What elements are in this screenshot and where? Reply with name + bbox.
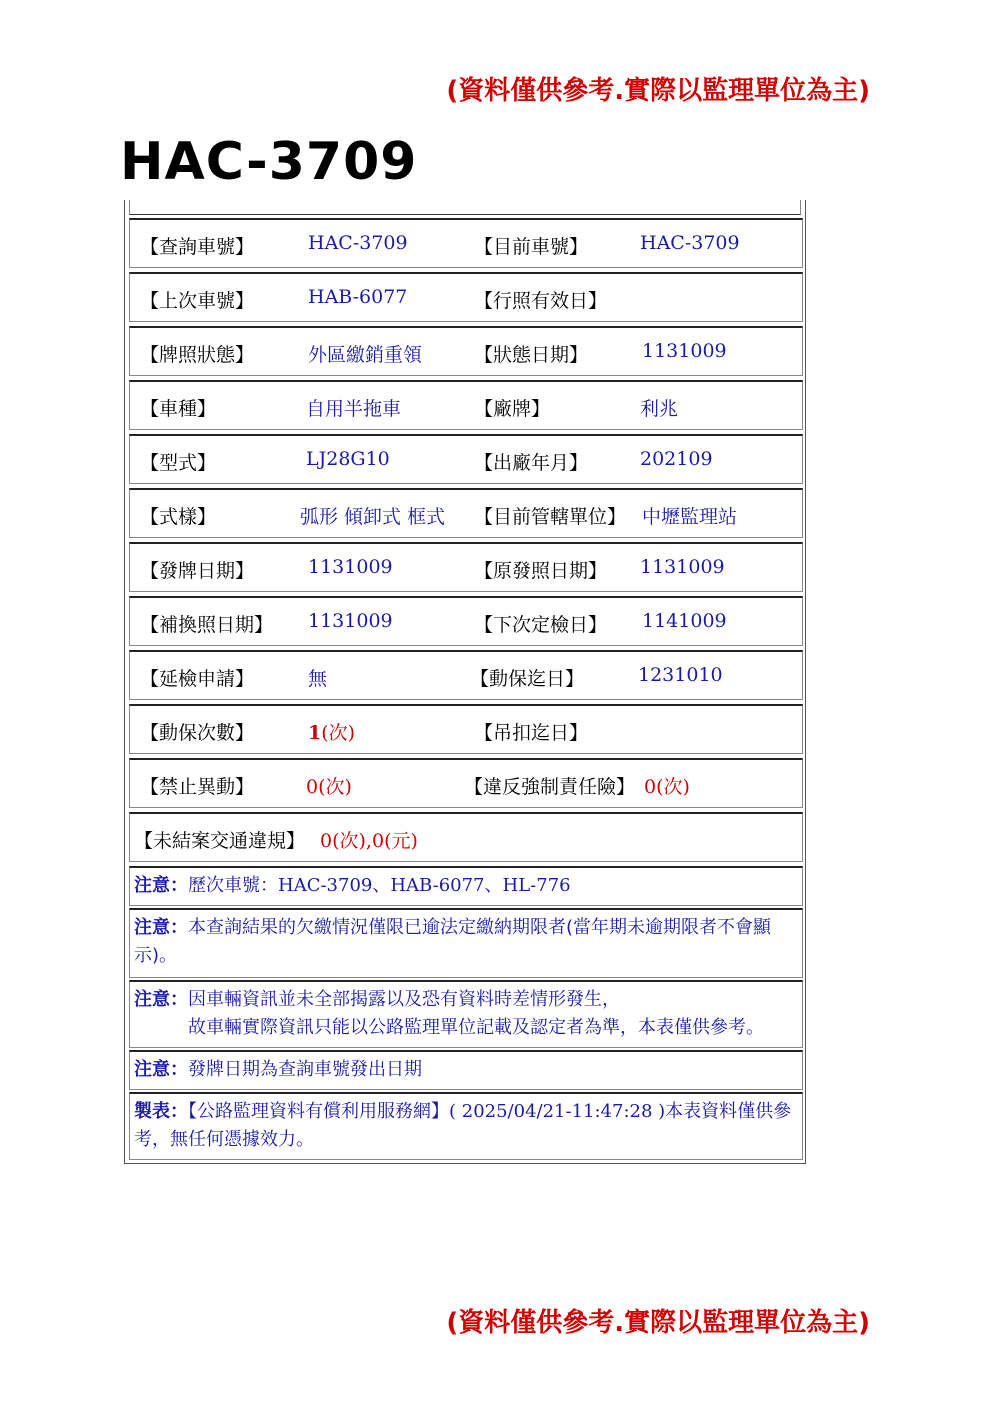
- note-maker-timestamp: ( 2025/04/21-11:47:28 ): [449, 1101, 666, 1122]
- traffic-violations-value: [320, 826, 418, 853]
- status-date-label: 【狀態日期】: [474, 344, 589, 366]
- model-value: LJ28G10: [306, 448, 390, 470]
- insurance-until-value: 1231010: [638, 664, 723, 686]
- vehicle-type-value: 自用半拖車: [306, 398, 402, 420]
- brand-label: 【廠牌】: [474, 398, 551, 420]
- row-insurance-count: [129, 704, 803, 754]
- status-date-value: 1131009: [642, 340, 727, 362]
- note-maker-source: 【公路監理資料有償利用服務網】: [188, 1101, 449, 1122]
- disclaimer-bottom: (資料僅供參考.實際以監理單位為主): [446, 1308, 870, 1338]
- insurance-count-unit: (次): [321, 722, 356, 744]
- note-arrears: [129, 908, 803, 978]
- note-issue-date: [129, 1050, 803, 1090]
- brand-value: 利兆: [640, 398, 679, 420]
- issue-date-label: 【發牌日期】: [140, 560, 255, 582]
- previous-plate-label: 【上次車號】: [140, 290, 255, 312]
- plate-title: HAC-3709: [120, 132, 418, 192]
- violations-amount: 0: [371, 830, 385, 852]
- style-value: 弧形 傾卸式 框式: [300, 506, 446, 528]
- manufacture-date-value: 202109: [640, 448, 713, 470]
- note-disclosure-line1: 因車輛資訊並未全部揭露以及恐有資料時差情形發生，: [188, 989, 620, 1010]
- violations-separator: ,: [365, 830, 372, 852]
- current-plate-label: 【目前車號】: [474, 236, 589, 258]
- violations-count: 0: [320, 830, 333, 852]
- style-label: 【式樣】: [140, 506, 217, 528]
- next-inspection-label: 【下次定檢日】: [474, 614, 608, 636]
- query-plate-value: HAC-3709: [308, 232, 408, 254]
- note-history-label: 歷次車號：: [188, 875, 278, 896]
- vehicle-info-sheet: [124, 200, 806, 1164]
- manufacture-date-label: 【出廠年月】: [474, 452, 589, 474]
- original-issue-label: 【原發照日期】: [474, 560, 608, 582]
- row-style: [129, 488, 803, 538]
- insurance-count-number: 1: [308, 722, 322, 744]
- row-reissue: [129, 596, 803, 646]
- row-extension: [129, 650, 803, 700]
- note-issue-text: 發牌日期為查詢車號發出日期: [188, 1059, 422, 1080]
- vehicle-type-label: 【車種】: [140, 398, 217, 420]
- license-valid-label: 【行照有效日】: [474, 290, 608, 312]
- current-plate-value: HAC-3709: [640, 232, 740, 254]
- violations-amount-unit: (元): [384, 830, 418, 852]
- model-label: 【型式】: [140, 452, 217, 474]
- insurance-count-label: 【動保次數】: [140, 722, 255, 744]
- note-arrears-prefix: 注意：: [134, 917, 188, 938]
- row-type: [129, 380, 803, 430]
- row-violations: [129, 812, 803, 862]
- note-maker-prefix: 製表：: [134, 1101, 188, 1122]
- query-plate-label: 【查詢車號】: [140, 236, 255, 258]
- plate-status-label: 【牌照狀態】: [140, 344, 255, 366]
- row-plates: [129, 218, 803, 268]
- row-model: [129, 434, 803, 484]
- row-status: [129, 326, 803, 376]
- note-arrears-text: 本查詢結果的欠繳情況僅限已逾法定繳納期限者(當年期未逾期限者不會顯示)。: [134, 917, 772, 966]
- authority-value: 中壢監理站: [642, 506, 738, 528]
- row-previous: [129, 272, 803, 322]
- previous-plate-value: HAB-6077: [308, 286, 408, 308]
- cropped-header-row: [129, 200, 801, 215]
- note-plate-history: [129, 866, 803, 906]
- note-maker-text: 本表資料僅供參考，無任何憑據效力。: [134, 1101, 792, 1150]
- transfer-ban-value: [306, 772, 352, 799]
- authority-label: 【目前管轄單位】: [474, 506, 627, 528]
- plate-status-value: 外區繳銷重領: [308, 344, 423, 366]
- extension-value: 無: [308, 668, 328, 690]
- note-maker: [129, 1092, 803, 1160]
- transfer-ban-unit: (次): [318, 776, 352, 798]
- violations-count-unit: (次): [332, 830, 366, 852]
- extension-label: 【延檢申請】: [140, 668, 255, 690]
- reissue-value: 1131009: [308, 610, 393, 632]
- transfer-ban-number: 0: [306, 776, 319, 798]
- reissue-label: 【補換照日期】: [140, 614, 274, 636]
- note-issue-prefix: 注意：: [134, 1059, 188, 1080]
- note-history-prefix: 注意：: [134, 875, 188, 896]
- row-issue: [129, 542, 803, 592]
- issue-date-value: 1131009: [308, 556, 393, 578]
- insurance-violation-label: 【違反強制責任險】: [464, 776, 636, 798]
- original-issue-value: 1131009: [640, 556, 725, 578]
- insurance-violation-unit: (次): [656, 776, 690, 798]
- row-ban: [129, 758, 803, 808]
- insurance-violation-value: [644, 772, 690, 799]
- revocation-label: 【吊扣迄日】: [474, 722, 589, 744]
- insurance-count-value: [308, 718, 355, 745]
- note-history-plates: HAC-3709、HAB-6077、HL-776: [278, 875, 571, 896]
- note-disclosure-line2: 故車輛實際資訊只能以公路監理單位記載及認定者為準，本表僅供參考。: [188, 1017, 764, 1038]
- disclaimer-top: (資料僅供參考.實際以監理單位為主): [446, 76, 870, 106]
- transfer-ban-label: 【禁止異動】: [140, 776, 255, 798]
- traffic-violations-label: 【未結案交通違規】: [134, 830, 306, 852]
- note-disclosure: [129, 980, 803, 1048]
- next-inspection-value: 1141009: [642, 610, 727, 632]
- note-disclosure-prefix: 注意：: [134, 989, 188, 1010]
- insurance-violation-number: 0: [644, 776, 657, 798]
- insurance-until-label: 【動保迄日】: [470, 668, 585, 690]
